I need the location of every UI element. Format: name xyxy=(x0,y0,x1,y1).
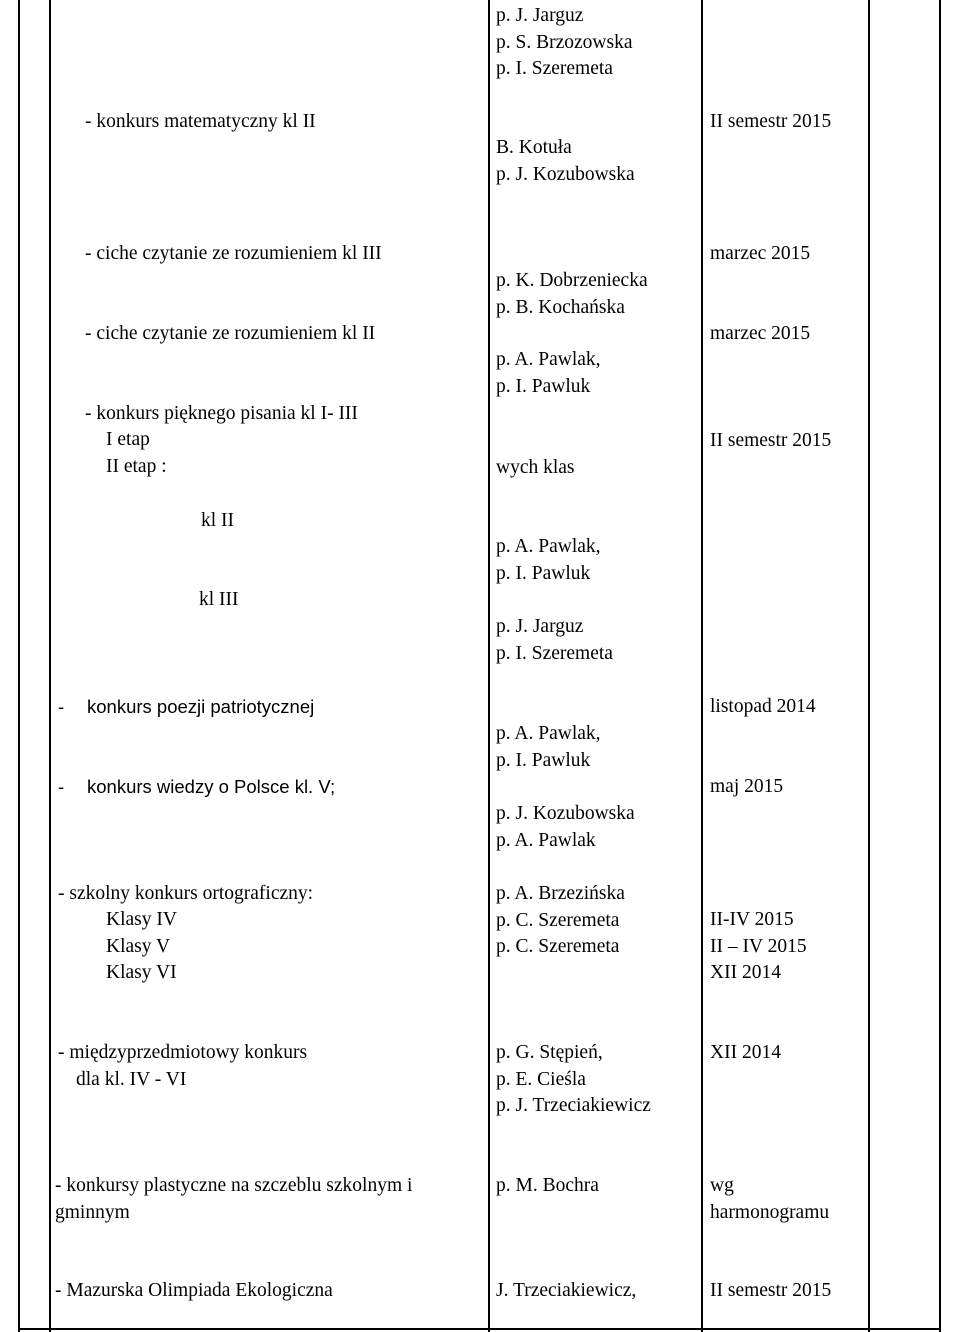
teacher-name: p. A. Pawlak, xyxy=(496,349,601,370)
row6-date xyxy=(710,1173,829,1226)
contest-line: gminnym xyxy=(55,1201,130,1223)
teacher-name: p. A. Brzezińska xyxy=(496,883,625,904)
row2-contest-line: - ciche czytanie ze rozumieniem kl III xyxy=(85,243,382,264)
teacher-name: p. J. Jarguz xyxy=(496,5,584,26)
row2-teachers-group: wych klas xyxy=(496,457,575,478)
class-label: Klasy IV xyxy=(106,909,177,930)
teacher-name: p. E. Cieśla xyxy=(496,1068,586,1090)
row4-dates xyxy=(710,907,807,987)
row2-date: marzec 2015 xyxy=(710,323,811,344)
row6-teacher: p. M. Bochra xyxy=(496,1175,599,1196)
class-label: Klasy V xyxy=(106,935,171,957)
row1-teachers-bottom xyxy=(496,135,635,188)
teacher-name: p. J. Trzeciakiewicz xyxy=(496,1095,651,1116)
teacher-name: B. Kotuła xyxy=(496,137,572,158)
date-value: XII 2014 xyxy=(710,962,781,983)
row3-teachers-group xyxy=(496,801,635,854)
teacher-name: p. I. Szeremeta xyxy=(496,58,613,79)
row2-teachers-group xyxy=(496,347,601,400)
teacher-name: p. K. Dobrzeniecka xyxy=(496,270,648,291)
table-divider-col3 xyxy=(701,0,703,1332)
table-divider-col4 xyxy=(868,0,870,1332)
row7-contest-name: - Mazurska Olimpiada Ekologiczna xyxy=(55,1280,333,1301)
table-border-left xyxy=(18,0,20,1332)
row6-contest-name xyxy=(55,1173,412,1226)
contest-line: - międzyprzedmiotowy konkurs xyxy=(58,1042,308,1063)
row2-contest-line: II etap : xyxy=(106,456,167,477)
teacher-name: p. A. Pawlak, xyxy=(496,536,601,557)
row3-contest-name: konkurs wiedzy o Polsce kl. V; xyxy=(87,776,336,797)
row2-contest-line: - konkurs pięknego pisania kl I- III xyxy=(85,403,358,424)
teacher-name: p. B. Kochańska xyxy=(496,296,625,318)
date-value: II-IV 2015 xyxy=(710,909,794,930)
row4-teachers xyxy=(496,881,625,961)
table-divider-col1 xyxy=(49,0,51,1332)
table-border-bottom xyxy=(18,1328,941,1330)
row2-contest-line: I etap xyxy=(106,429,150,450)
row3-date: listopad 2014 xyxy=(710,696,816,717)
row2-contest-line: kl II xyxy=(201,510,235,531)
row5-contest-name xyxy=(58,1040,307,1093)
row1-contest-name: - konkurs matematyczny kl II xyxy=(85,111,316,132)
date-line: harmonogramu xyxy=(710,1201,830,1223)
row7-teacher: J. Trzeciakiewicz, xyxy=(496,1280,637,1301)
row4-contest-title: - szkolny konkurs ortograficzny: xyxy=(58,883,314,904)
contest-line: - konkursy plastyczne na szczeblu szkolnym i xyxy=(55,1175,413,1196)
row2-date: II semestr 2015 xyxy=(710,430,832,451)
teacher-name: p. S. Brzozowska xyxy=(496,31,633,53)
teacher-name: p. I. Szeremeta xyxy=(496,642,613,664)
row2-teachers-group xyxy=(496,534,601,587)
row2-teachers-group xyxy=(496,268,648,321)
row3-contest-name: konkurs poezji patriotycznej xyxy=(87,696,315,717)
table-border-right xyxy=(939,0,941,1332)
row3-date: maj 2015 xyxy=(710,776,784,797)
date-line: wg xyxy=(710,1175,734,1196)
table-divider-col2 xyxy=(488,0,490,1332)
row3-dash: - xyxy=(58,776,65,797)
row2-contest-line: - ciche czytanie ze rozumieniem kl II xyxy=(85,323,376,344)
class-label: Klasy VI xyxy=(106,962,177,983)
teacher-name: p. C. Szeremeta xyxy=(496,936,620,957)
teacher-name: p. J. Kozubowska xyxy=(496,803,635,824)
teacher-name: p. A. Pawlak xyxy=(496,829,596,851)
row5-date: XII 2014 xyxy=(710,1042,781,1063)
row2-date: marzec 2015 xyxy=(710,243,811,264)
teacher-name: p. C. Szeremeta xyxy=(496,909,620,931)
teacher-name: p. J. Kozubowska xyxy=(496,163,635,185)
contest-line: dla kl. IV - VI xyxy=(76,1068,187,1090)
teacher-name: p. I. Pawluk xyxy=(496,375,591,397)
teacher-name: p. I. Pawluk xyxy=(496,749,591,771)
teacher-name: p. I. Pawluk xyxy=(496,562,591,584)
row7-term: II semestr 2015 xyxy=(710,1280,832,1301)
row3-teachers-group xyxy=(496,721,601,774)
teacher-name: p. G. Stępień, xyxy=(496,1042,603,1063)
row2-teachers-group xyxy=(496,614,613,667)
teacher-name: p. A. Pawlak, xyxy=(496,723,601,744)
row3-dash: - xyxy=(58,696,65,717)
teacher-name: p. J. Jarguz xyxy=(496,616,584,637)
row4-class-list xyxy=(106,907,177,987)
date-value: II – IV 2015 xyxy=(710,935,807,957)
row5-teachers xyxy=(496,1040,651,1120)
row1-term: II semestr 2015 xyxy=(710,111,832,132)
row2-contest-line: kl III xyxy=(199,589,239,610)
row1-teachers-top xyxy=(496,3,632,83)
